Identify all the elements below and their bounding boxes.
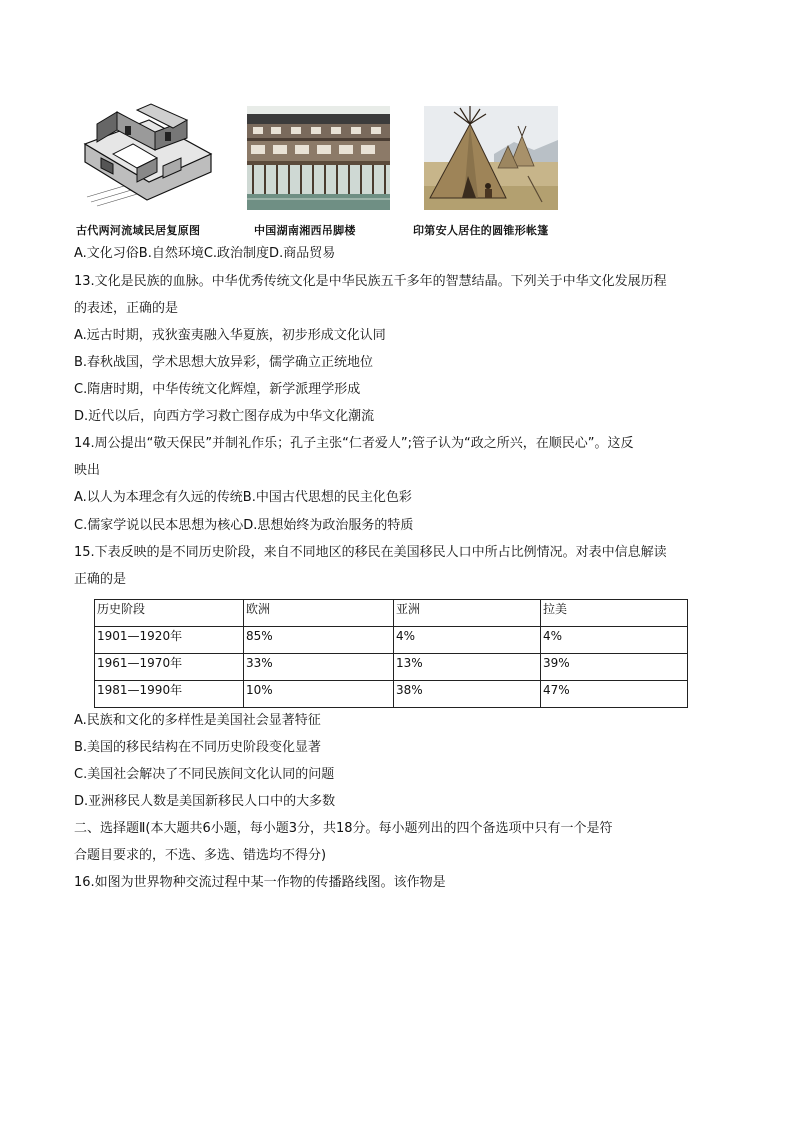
immigration-table xyxy=(94,599,688,708)
q16-stem: 16.如图为世界物种交流过程中某一作物的传播路线图。该作物是 xyxy=(74,875,446,890)
table-cell: 47% xyxy=(541,681,688,708)
table-cell: 1981—1990年 xyxy=(95,681,244,708)
q15-stem-line2: 正确的是 xyxy=(74,572,127,587)
q14-stem-line1: 14.周公提出“敬天保民”并制礼作乐；孔子主张“仁者爱人”;管子认为“政之所兴，在顺民心”。这反 xyxy=(74,436,634,451)
q13-option-a: A.远古时期，戎狄蛮夷融入华夏族，初步形成文化认同 xyxy=(74,328,386,343)
table-row xyxy=(95,627,688,654)
q13-option-d: D.近代以后，向西方学习救亡图存成为中华文化潮流 xyxy=(74,409,375,424)
tipi-image xyxy=(424,106,558,210)
figure-1-caption: 古代两河流域民居复原图 xyxy=(76,224,201,237)
table-cell: 33% xyxy=(244,654,394,681)
q15-option-b: B.美国的移民结构在不同历史阶段变化显著 xyxy=(74,740,322,755)
q15-option-a: A.民族和文化的多样性是美国社会显著特征 xyxy=(74,713,321,728)
figure-1 xyxy=(77,102,215,208)
q14-options-ab: A.以人为本理念有久远的传统B.中国古代思想的民主化色彩 xyxy=(74,490,412,505)
q15-option-d: D.亚洲移民人数是美国新移民人口中的大多数 xyxy=(74,794,336,809)
q13-stem-line2: 的表述，正确的是 xyxy=(74,301,179,316)
q13-option-b: B.春秋战国，学术思想大放异彩，儒学确立正统地位 xyxy=(74,355,374,370)
table-cell: 38% xyxy=(394,681,541,708)
xiangxi-stilt-houses-image xyxy=(247,106,390,210)
q13-stem-line1: 13.文化是民族的血脉。中华优秀传统文化是中华民族五千多年的智慧结晶。下列关于中华文化发展历程 xyxy=(74,274,667,289)
table-cell: 4% xyxy=(541,627,688,654)
table-row xyxy=(95,681,688,708)
table-cell: 1961—1970年 xyxy=(95,654,244,681)
figure-3 xyxy=(424,106,558,210)
table-header-row xyxy=(95,600,688,627)
figure-3-caption: 印第安人居住的圆锥形帐篷 xyxy=(413,224,549,237)
table-cell: 4% xyxy=(394,627,541,654)
q14-stem-line2: 映出 xyxy=(74,463,101,478)
table-row xyxy=(95,654,688,681)
q15-stem-line1: 15.下表反映的是不同历史阶段，来自不同地区的移民在美国移民人口中所占比例情况。对表中信息解读 xyxy=(74,545,667,560)
q12-options: A.文化习俗B.自然环境C.政治制度D.商品贸易 xyxy=(74,246,336,261)
table-header-cell: 拉美 xyxy=(541,600,688,627)
table-header-cell: 亚洲 xyxy=(394,600,541,627)
section2-heading-line1: 二、选择题Ⅱ(本大题共6小题，每小题3分，共18分。每小题列出的四个备选项中只有一个是符 xyxy=(74,821,613,836)
section2-heading-line2: 合题目要求的，不选、多选、错选均不得分) xyxy=(74,848,327,863)
table-header-cell: 历史阶段 xyxy=(95,600,244,627)
table-cell: 13% xyxy=(394,654,541,681)
table-cell: 1901—1920年 xyxy=(95,627,244,654)
q14-options-cd: C.儒家学说以民本思想为核心D.思想始终为政治服务的特质 xyxy=(74,518,414,533)
figure-2 xyxy=(247,106,390,210)
table-header-cell: 欧洲 xyxy=(244,600,394,627)
q15-option-c: C.美国社会解决了不同民族间文化认同的问题 xyxy=(74,767,335,782)
table-cell: 85% xyxy=(244,627,394,654)
mesopotamian-house-image xyxy=(77,102,215,208)
table-cell: 39% xyxy=(541,654,688,681)
figure-2-caption: 中国湖南湘西吊脚楼 xyxy=(254,224,356,237)
figure-row xyxy=(74,102,594,242)
q13-option-c: C.隋唐时期，中华传统文化辉煌，新学派理学形成 xyxy=(74,382,361,397)
table-cell: 10% xyxy=(244,681,394,708)
